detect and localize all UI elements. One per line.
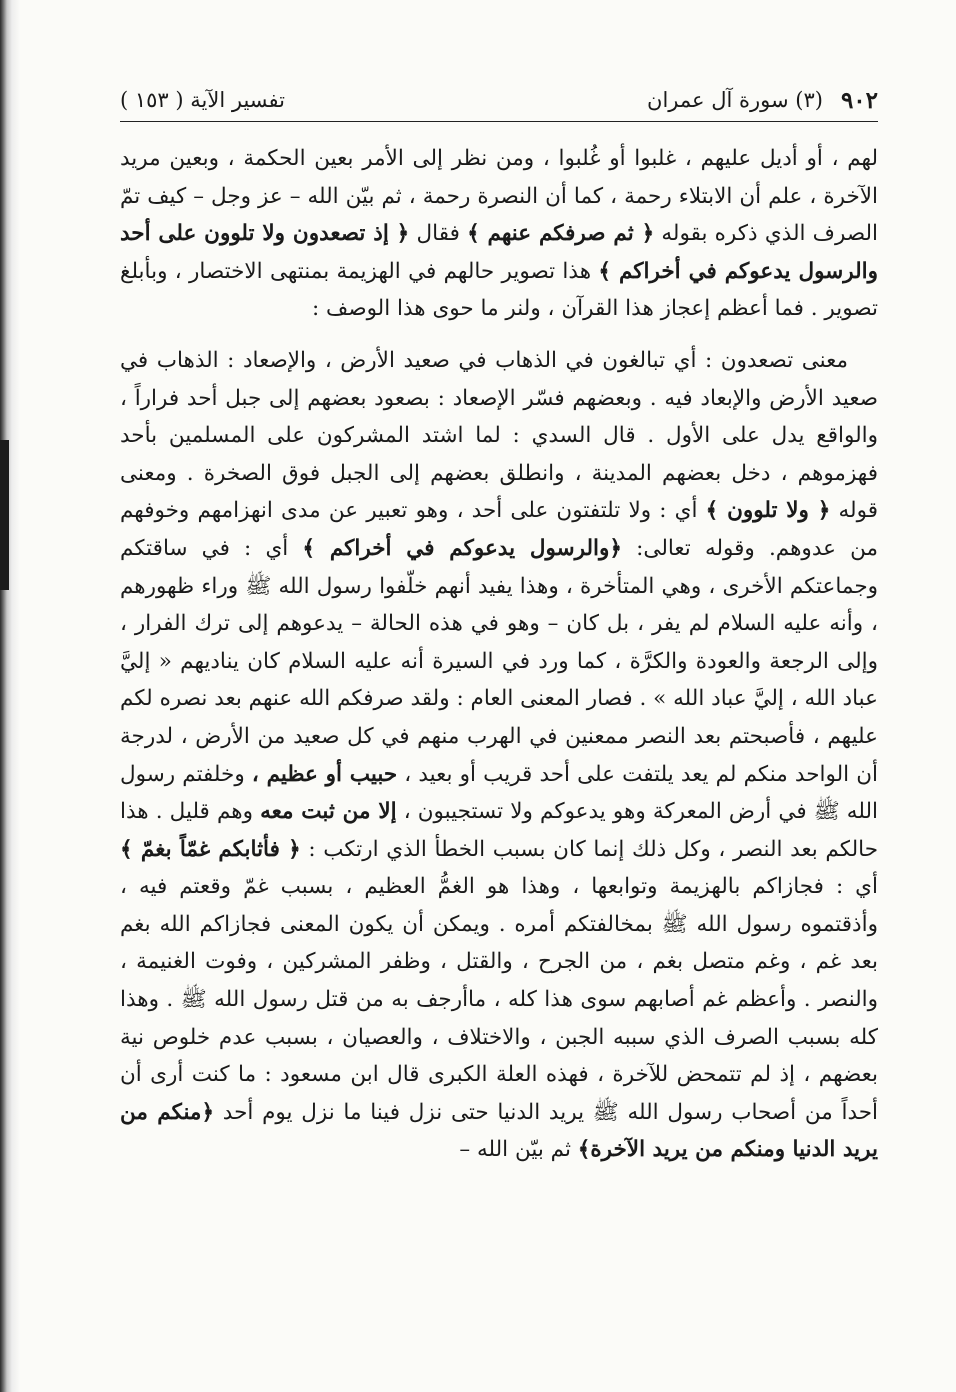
quran-quote: ﴿ ثم صرفكم عنهم ﴾ xyxy=(467,221,655,247)
page-body xyxy=(120,140,878,1169)
text-segment: ثم بيّن الله – xyxy=(459,1137,571,1163)
quran-quote: ﴿ إذ تصعدون ولا تلوون على أحد والرسول يدعوكم في أخراكم ﴾ xyxy=(120,221,878,284)
page-header xyxy=(120,82,878,118)
quran-quote: ﴿ فأثابكم غمّاً بغمّ ﴾ xyxy=(120,836,301,862)
quran-quote: ﴿ ولا تلوون ﴾ xyxy=(705,498,831,524)
text-segment: وهم قليل . هذا حالكم بعد النصر ، وكل ذلك إنما كان بسبب الخطأ الذي ارتكب : xyxy=(120,799,878,862)
text-segment: معنى تصعدون : أي تبالغون في الذهاب في صعيد الأرض ، والإصعاد : الذهاب في صعيد الأرض والإبعاد فيه . وبعضهم فسّر الإصعاد : بصعود بعضهم إلى جبل أحد فراراً ، والواقع يدل على الأول . قال السدي : لما اشتد المشركون على المسلمين بأحد فهزموهم ، دخل بعضهم المدينة ، وانطلق بعضهم إلى الجبل فوق الصخرة . ومعنى قوله xyxy=(120,347,878,524)
bold-phrase: إلا من ثبت معه xyxy=(260,799,397,825)
page-number: ٩٠٢ xyxy=(840,86,878,114)
text-segment: هذا تصوير حالهم في الهزيمة بمنتهى الاختصار ، وبأبلغ تصوير . فما أعظم إعجاز هذا القرآن ، ولنر ما حوى هذا الوصف : xyxy=(120,258,878,322)
text-segment: لهم ، أو أديل عليهم ، غلبوا أو غُلبوا ، ومن نظر إلى الأمر بعين الحكمة ، وبعين مريد الآخرة ، علم أن الابتلاء رحمة ، كما أن النصرة رحمة ، ثم بيّن الله – عز وجل – كيف تمّ الصرف الذي ذكره بقوله xyxy=(120,146,879,247)
section-title: تفسير الآية ( ١٥٣ ) xyxy=(120,88,285,112)
paragraph-2 xyxy=(120,342,878,1169)
header-right xyxy=(647,87,878,114)
text-segment: أي : ولا تلتفتون على أحد ، وهو تعبير عن مدى انهزامهم وخوفهم من عدوهم. وقوله تعالى: xyxy=(120,498,878,561)
text-segment: أي : فجازاكم بالهزيمة وتوابعها ، وهذا هو الغمُّ العظيم ، بسبب غمّ وقعتم فيه ، وأذقتموه رسول الله ﷺ بمخالفتكم أمره . ويمكن أن يكون المعنى فجازاكم الله بغم بعد غم ، وغم متصل بغم ، من الجرح ، والقتل ، وظفر المشركين ، وفوت الغنيمة ، والنصر . وأعظم غم أصابهم سوى هذا كله ، ماأرجف به من قتل رسول الله ﷺ . وهذا كله بسبب الصرف الذي سببه الجبن ، والاختلاف ، والعصيان ، بسبب عدم خلوص نية بعضهم ، إذ لم تتمحض للآخرة ، فهذه العلة الكبرى قال ابن مسعود : ما كنت أرى أن أحداً من أصحاب رسول الله ﷺ يريد الدنيا حتى نزل فينا ما نزل يوم أحد xyxy=(120,874,879,1125)
quran-quote: ﴿منكم من يريد الدنيا ومنكم من يريد الآخرة﴾ xyxy=(120,1099,878,1163)
bold-phrase: حبيب أو عظيم ، xyxy=(251,761,398,787)
surah-title: (٣) سورة آل عمران xyxy=(647,88,823,112)
book-spine-mark xyxy=(0,440,9,590)
quran-quote: ﴿والرسول يدعوكم في أخراكم ﴾ xyxy=(302,535,622,561)
paragraph-1 xyxy=(120,140,878,328)
text-segment: فقال xyxy=(416,221,460,247)
text-segment: أي : في ساقتكم وجماعتكم الأخرى ، وهي المتأخرة ، وهذا يفيد أنهم خلّفوا رسول الله ﷺ وراء ظهورهم ، وأنه عليه السلام لم يفر ، بل كان – وهو في هذه الحالة – يدعوهم إلى ترك الفرار ، وإلى الرجعة والعودة والكرَّة ، كما ورد في السيرة أنه عليه السلام كان يناديهم « إليَّ عباد الله ، إليَّ عباد الله » . فصار المعنى العام : ولقد صرفكم الله عنهم بعد نصره لكم عليهم ، فأصبحتم بعد النصر ممعنين في الهرب منهم في كل صعيد من الأرض ، لدرجة أن الواحد منكم لم يعد يلتفت على أحد قريب أو بعيد ، xyxy=(120,535,878,787)
book-spine-shadow xyxy=(0,0,20,1392)
header-rule xyxy=(120,121,878,122)
text-segment: وخلفتم رسول الله ﷺ في أرض المعركة وهو يدعوكم ولا تستجيبون ، xyxy=(120,761,878,825)
